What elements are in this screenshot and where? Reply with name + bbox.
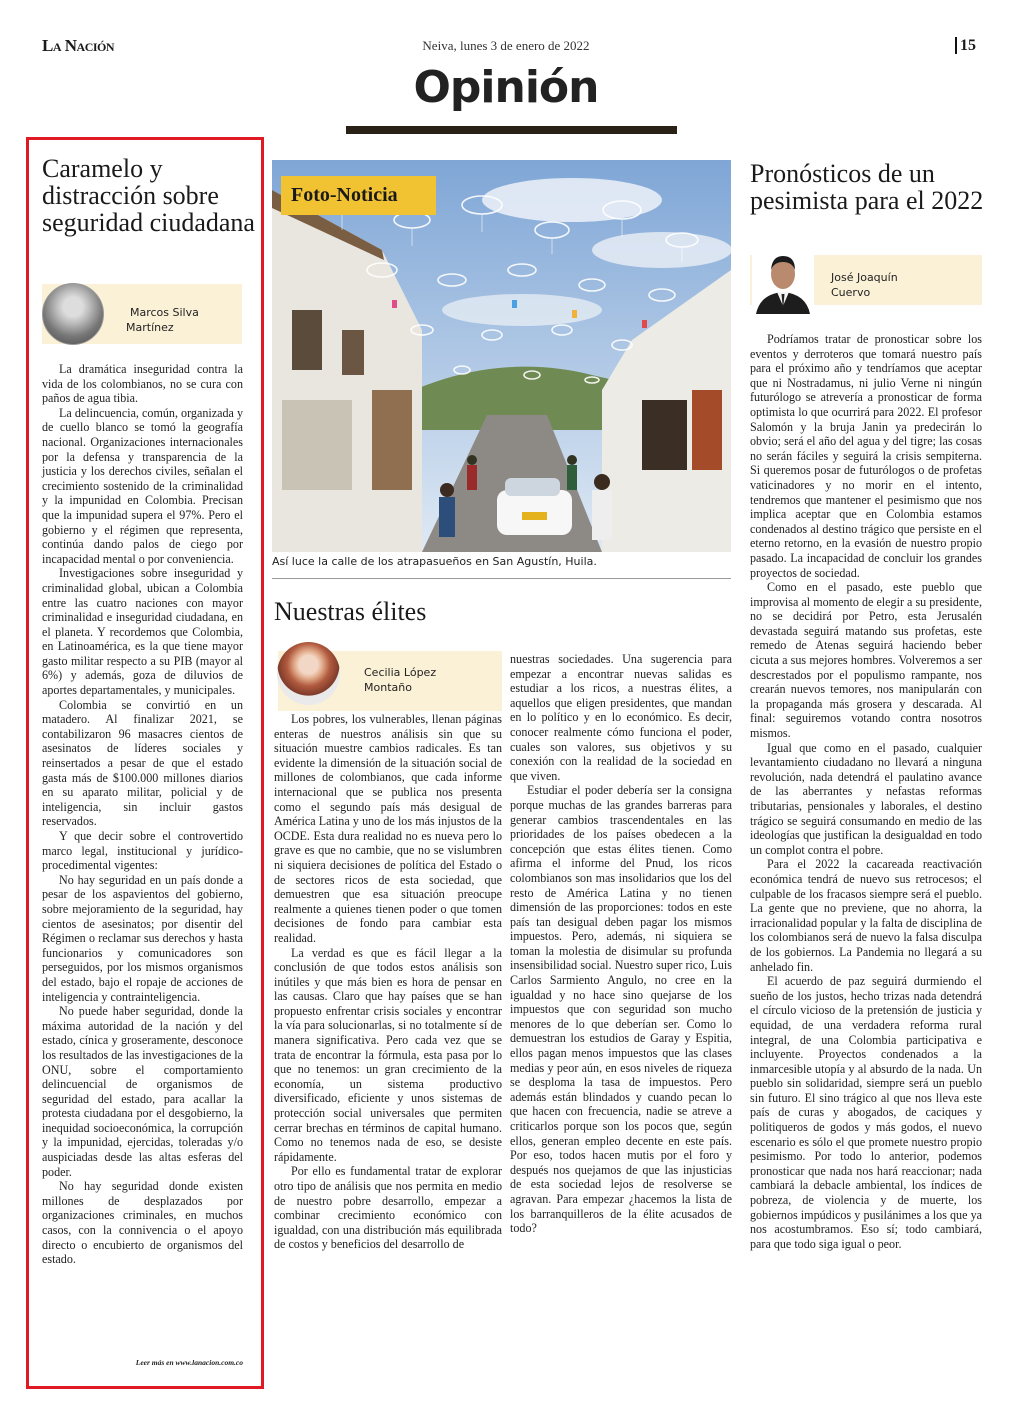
paragraph: nuestras sociedades. Una sugerencia para empezar a encontrar nuevas salidas es estudiar a los ricos, a nuestras élites, a aquellos que eligen presidentes, que mandan en lo político y en lo económico. Es decir, conocer realmente cómo funciona el poder, cuales son valores, sus objetivos y su conexión con la realidad de la sociedad en que viven.: [510, 652, 732, 783]
left-author-name: [126, 305, 246, 335]
paragraph: Colombia se convirtió en un matadero. Al finalizar 2021, se contabilizaron 96 masacres cientos de asesinatos de líderes sociales y reinsertados a pesar de que el estado gasta más de $100.000 millones diarios en su aparato militar, policial y de inteligencia, sin incluir gastos reservados.: [42, 697, 243, 829]
paragraph: Por ello es fundamental tratar de explorar otro tipo de análisis que nos permita en medio de nuestro pobre desarrollo, empezar a combinar crecimiento económico con igualdad, con una distribución más equilibrada de costos y beneficios del desarrollo de: [274, 1164, 502, 1252]
author-second-line: Cuervo: [831, 286, 871, 299]
paragraph: Estudiar el poder debería ser la consigna porque muchas de las grandes barreras para generar cambios trascendentales en las prioridades de los países obedecen a la concepción que estas élites tienen. Como afirma el informe del Pnud, los ricos colombianos son mas insolidarios que los del resto de América Latina y no tienen dimensión de las proporciones: todos en este país tan desigual deben pagar los mismos impuestos. Pero, además, ni siquiera se toman la molestia de disimular su profunda insensibilidad social. Nuestro super rico, Luis Carlos Sarmiento Angulo, no cree en la igualdad y no hace sino quejarse de los impuestos que con seguridad son mucho menores de lo que deberían ser. Como lo demuestran los estudios de Garay y Espitia, ellos pagan menos impuestos que las clases medias y peor aún, en esos niveles de riqueza se desploma la tasa de impuestos. Pero además están blindados y cuando pecan lo que hacen con frecuencia, nadie se atreve a criticarlos porque son los pocos que, según ellos, generan empleo decente en este país. Por eso, todos hacen mutis por el foro y después nos quejamos de que las injusticias de esta sociedad lejos de resolverse se agravan. Para empezar ¿hacemos la lista de los barranquilleros de la élite acusados de todo?: [510, 783, 732, 1236]
author-avatar: [42, 283, 104, 345]
caption-divider: [272, 578, 731, 579]
left-article-body: [42, 362, 243, 1267]
paragraph: Los pobres, los vulnerables, llenan páginas enteras de nuestros análisis sin que su situación muestre cambios radicales. Es tan evidente la dimensión de la situación social de millones de colombianos, que cada informe internacional que se publica nos presenta como el segundo país más desigual de América Latina y uno de los más injustos de la OCDE. Esta dura realidad no es nueva pero lo grave es que no cambie, que no se vislumbren ni siquiera decisiones de política del Estado o de sectores ricos de esta sociedad, que demuestren que esa situación preocupe realmente a quienes tienen poder o que tomen decisiones de fondo para cambiar esta realidad.: [274, 712, 502, 945]
middle-author-name: [364, 665, 494, 695]
section-divider: [346, 126, 677, 134]
paragraph: Para el 2022 la cacareada reactivación económica tendrá de nuevo sus retrocesos; el culpable de los fracasos siempre será el pueblo. La gente que no previene, que no ahorra, la irracionalidad popular y la falta de disciplina de los colombianos será de nuevo la falsa disculpa de los gobiernos. La Pandemia no llegará a su anhelado fin.: [750, 857, 982, 974]
middle-article-column-1: [274, 712, 502, 1252]
street-photo-illustration: [272, 160, 731, 552]
middle-article-column-2: [510, 652, 732, 1236]
section-title: Opinión: [413, 62, 599, 113]
right-article-headline: Pronósticos de un pesimista para el 2022: [750, 159, 984, 215]
paragraph: Igual que como en el pasado, cualquier levantamiento ciudadano no llevará a ninguna revolución, nada detendrá el paulatino avance de las aberrantes y nefastas reformas tributarias, pensionales y laborales, el destino trágico se seguirá consumando en medio de las ideologías que justifican la desigualdad en todo un complot contra el pobre.: [750, 740, 982, 857]
author-first-line: José Joaquín: [831, 271, 898, 284]
paragraph: La dramática inseguridad contra la vida de los colombianos, no se cura con paños de agua tibia.: [42, 362, 243, 406]
photo-caption: Así luce la calle de los atrapasueños en San Agustín, Huila.: [272, 555, 597, 568]
right-article-body: [750, 332, 982, 1251]
right-author-name: [831, 270, 971, 300]
street-photo: [272, 160, 731, 552]
middle-article-headline: Nuestras élites: [274, 597, 427, 626]
author-first-line: Cecilia López: [364, 666, 437, 679]
author-second-line: Martínez: [126, 321, 174, 334]
author-second-line: Montaño: [364, 681, 412, 694]
photo-news-tag: Foto-Noticia: [281, 176, 436, 215]
page-number: 15: [955, 37, 976, 54]
left-article-headline: Caramelo y distracción sobre seguridad ciudadana: [42, 154, 255, 237]
paragraph: La delincuencia, común, organizada y de cuello blanco se tomó la geografía nacional. Organizaciones internacionales por la defensa y transparencia de la justicia y los derechos civiles, señalan el crecimiento sostenido de la criminalidad y la impunidad en Colombia. Precisan que la impunidad supera el 97%. Pero el gobierno y el régimen que representa, continúa dando palos de ciego por incapacidad mental o por conveniencia.: [42, 405, 243, 566]
paragraph: No puede haber seguridad, donde la máxima autoridad de la nación y del estado, cínica y groseramente, desconoce los resultados de las investigaciones de la ONU, sobre el comportamiento delincuencial de organismos de seguridad del estado, para acallar la protesta ciudadana por el desgobierno, la inequidad socioeconómica, la corrupción y la impunidad, ejercidas, toleradas y/o auspiciadas desde las altas esferas del poder.: [42, 1004, 243, 1179]
read-more-link[interactable]: Leer más en www.lanacion.com.co: [135, 1358, 243, 1367]
paragraph: Como en el pasado, este pueblo que improvisa al momento de elegir a su presidente, no se decidirá por Petro, esta Jerusalén devastada seguirá matando sus profetas, este remedo de Atenas seguirá haciendo beber cicuta a sus mejores hombres. Volveremos a ser descrestados por el populismo rampante, nos crearán nuevos temores, nos manipularán con la propaganda más grosera y descarada. Al final: seguiremos votando contra nosotros mismos.: [750, 580, 982, 741]
newspaper-logo: La Nación: [42, 36, 115, 55]
paragraph: Investigaciones sobre inseguridad y criminalidad global, ubican a Colombia entre las cuatro naciones con mayor criminalidad e inseguridad ciudadana, en el planeta. Y recordemos que Colombia, en Latinoamérica, es la que tiene mayor gasto militar respecto a su PIB (mayor al 6%) y además, goza de diluvios de aportes departamentales, y municipales.: [42, 566, 243, 698]
paragraph: El acuerdo de paz seguirá durmiendo el sueño de los justos, hecho trizas nada detendrá el círculo vicioso de la pretensión de justicia y equidad, de una verdadera reforma rural integral, de una Colombia participativa e incluyente. Proyectos condenados a la inmarcesible utopía y al absurdo de la nada. Un pueblo sin solidaridad, siempre será un pueblo sin futuro. El sino trágico al que nos lleva este país de curas y abogados, de caciques y politiqueros de godos y más godos, el nuevo escenario es sólo el que promete nuestro propio pesimismo. Por todo lo anterior, podemos pronosticar que nada nos hará reaccionar; nada cambiará la debacle ambiental, los índices de pobreza, de violencia y de muerte, los gobiernos impúdicos y pusilánimes a los que ya nos acostumbramos. Eso sí; todo cambiará, para que todo siga igual o peor.: [750, 974, 982, 1251]
author-portrait: [752, 246, 814, 314]
paragraph: Podríamos tratar de pronosticar sobre los eventos y derroteros que tomará nuestro país para el próximo año y tendríamos que aceptar que ni Nostradamus, ni julio Verne ni ningún futurólogo se atrevería a pronosticar de forma optimista lo que ocurrirá para 2022. El profesor Salomón y la bruja Janin ya predecirán lo obvio; será el año del agua y del tigre; las cosas no serán fáciles y seguirá la crisis sempiterna. Si queremos posar de futurólogos o de profetas vaticinadores y no morir en el intento, tendremos que mantener el pesimismo que nos implica aceptar que en Colombia estamos condenados al destino trágico que persiste en el eterno retorno, en la evasión de nuestro propio pasado. La incapacidad de concluir los grandes proyectos de sociedad.: [750, 332, 982, 580]
paragraph: Y que decir sobre el controvertido marco legal, institucional y jurídico-procedimental vigentes:: [42, 829, 243, 873]
author-avatar: [752, 246, 814, 314]
author-first-line: Marcos Silva: [130, 306, 199, 319]
dateline: Neiva, lunes 3 de enero de 2022: [422, 38, 590, 53]
paragraph: La verdad es que es fácil llegar a la conclusión de que todos estos análisis son inútiles y que más bien es hora de pensar en las causas. Claro que hay países que se han propuesto enfrentar crisis sociales y encontrar la vía para solucionarlas, si no totalmente sí de manera significativa. Pero cada vez que se trata de encontrar la fórmula, esta pasa por lo que no tenemos: un gran crecimiento de la economía, un sistema productivo diversificado, eficiente y unos sistemas de protección social universales que permiten cerrar brechas en términos de capital humano. Como no tenemos nada de eso, se desiste rápidamente.: [274, 945, 502, 1164]
paragraph: No hay seguridad en un país donde a pesar de los aspavientos del gobierno, sobre mejoramiento de la seguridad, hay cientos de asesinatos; por disentir del Régimen o reclamar sus derechos y hasta funcionarios y comunicadores son perseguidos, por los mismos organismos del estado, bajo el ropaje de acciones de inteligencia y contrainteligencia.: [42, 872, 243, 1004]
author-avatar: [277, 642, 340, 705]
paragraph: No hay seguridad donde existen millones de desplazados por organizaciones criminales, en muchos casos, con la connivencia o el apoyo directo o encubierto de organismos del estado.: [42, 1179, 243, 1267]
